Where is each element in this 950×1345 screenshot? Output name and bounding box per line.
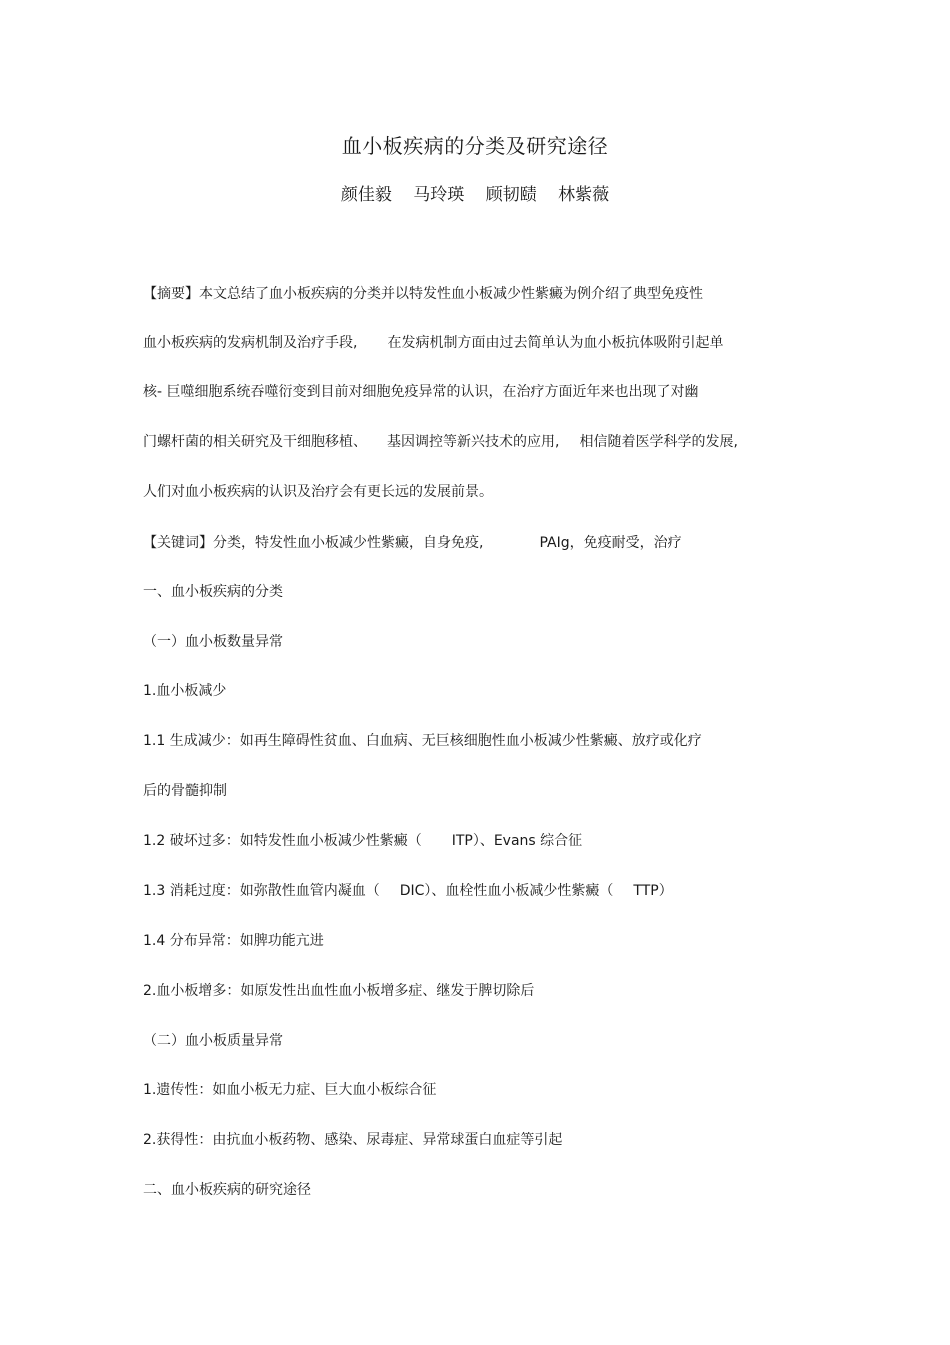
section-heading: 一、血小板疾病的分类: [143, 584, 283, 600]
abstract-line: [143, 482, 493, 502]
list-item-text: ITP）、Evans 综合征: [451, 833, 583, 849]
list-item: [143, 831, 582, 851]
document-title: 血小板疾病的分类及研究途径: [341, 134, 609, 158]
list-item-text: 1.2 破坏过多：如特发性血小板减少性紫癜（: [143, 833, 422, 849]
abstract-text: 血小板疾病的发病机制及治疗手段,: [143, 335, 358, 351]
author-name: 颜佳毅: [340, 185, 392, 205]
list-item: 1.血小板减少: [143, 683, 227, 699]
author-list: [0, 180, 950, 205]
abstract-text: 在发病机制方面由过去简单认为血小板抗体吸附引起单: [387, 335, 724, 351]
abstract-text: 相信随着医学科学的发展,: [579, 434, 738, 450]
abstract-text: 人们对血小板疾病的认识及治疗会有更长远的发展前景。: [143, 484, 493, 500]
abstract-text: 【摘要】本文总结了血小板疾病的分类并以特发性血小板减少性紫癜为例介绍了典型免疫性: [143, 286, 703, 302]
list-item-text: 1.3 消耗过度：如弥散性血管内凝血（: [143, 883, 380, 899]
abstract-line: [143, 432, 738, 452]
list-item: 1.1 生成减少：如再生障碍性贫血、白血病、无巨核细胞性血小板减少性紫癜、放疗或化疗: [143, 733, 702, 749]
abstract-line: [143, 284, 703, 304]
abstract-text: 门螺杆菌的相关研究及干细胞移植、: [143, 434, 367, 450]
subsection-heading: （二）血小板质量异常: [143, 1033, 283, 1049]
subsection-heading: （一）血小板数量异常: [143, 634, 283, 650]
author-name: 顾韧赜: [485, 185, 537, 205]
list-item: 1.遗传性：如血小板无力症、巨大血小板综合征: [143, 1082, 437, 1098]
list-item: 1.4 分布异常：如脾功能亢进: [143, 933, 324, 949]
abstract-text: 核- 巨噬细胞系统吞噬衍变到目前对细胞免疫异常的认识，在治疗方面近年来也出现了对幽: [143, 384, 699, 400]
list-item: [143, 881, 673, 901]
section-heading: 二、血小板疾病的研究途径: [143, 1182, 311, 1198]
list-item: 2.获得性：由抗血小板药物、感染、尿毒症、异常球蛋白血症等引起: [143, 1132, 563, 1148]
abstract-text: 基因调控等新兴技术的应用,: [387, 434, 560, 450]
list-item-text: DIC）、血栓性血小板减少性紫癜（: [399, 883, 614, 899]
keywords-text: 【关键词】分类，特发性血小板减少性紫癜，自身免疫,: [143, 535, 484, 551]
author-name: 马玲瑛: [413, 185, 465, 205]
list-item-continuation: 后的骨髓抑制: [143, 783, 227, 799]
author-name: 林紫薇: [558, 185, 610, 205]
abstract-line: [143, 382, 699, 402]
list-item-text: TTP）: [633, 883, 673, 899]
abstract-line: [143, 333, 723, 353]
list-item: 2.血小板增多：如原发性出血性血小板增多症、继发于脾切除后: [143, 983, 535, 999]
keywords-line: [143, 533, 682, 553]
keywords-text: PAIg，免疫耐受，治疗: [539, 535, 682, 551]
